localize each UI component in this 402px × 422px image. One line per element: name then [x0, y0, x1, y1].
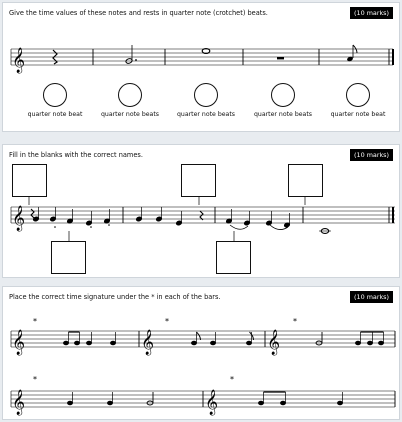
notehead-icon [202, 49, 210, 54]
answer-circle[interactable] [43, 83, 67, 107]
star-marker: * [33, 375, 37, 384]
question-1-instruction: Give the time values of these notes and rests in quarter note (crotchet) beats. [9, 9, 268, 17]
star-marker: * [165, 317, 169, 326]
answer-caption: quarter note beat [27, 111, 83, 118]
question-2-instruction: Fill in the blanks with the correct names. [9, 151, 143, 159]
notehead-icon [319, 229, 331, 234]
question-3-panel [2, 286, 400, 420]
answer-circle[interactable] [271, 83, 295, 107]
notehead-icon [346, 45, 357, 62]
treble-clef-icon: 𝄞 [12, 48, 26, 73]
question-2-staff [3, 145, 401, 279]
answer-circle[interactable] [118, 83, 142, 107]
question-2-panel [2, 144, 400, 278]
question-3-staves [3, 287, 401, 421]
treble-clef-icon: 𝄞 [205, 390, 219, 415]
question-3-marks-badge: (10 marks) [350, 291, 393, 303]
answer-circle[interactable] [346, 83, 370, 107]
treble-clef-icon: 𝄞 [12, 206, 26, 231]
question-3-instruction: Place the correct time signature under the * in each of the bars. [9, 293, 221, 301]
treble-clef-icon: 𝄞 [12, 330, 26, 355]
answer-circle[interactable] [194, 83, 218, 107]
answer-caption: quarter note beats [100, 111, 160, 118]
question-1-marks-badge: (10 marks) [350, 7, 393, 19]
notehead-icon [33, 207, 291, 228]
treble-clef-icon: 𝄞 [12, 390, 26, 415]
star-marker: * [230, 375, 234, 384]
star-marker: * [33, 317, 37, 326]
answer-caption: quarter note beat [330, 111, 386, 118]
rest-icon [277, 57, 284, 59]
treble-clef-icon: 𝄞 [141, 330, 155, 355]
answer-caption: quarter note beats [176, 111, 236, 118]
treble-clef-icon: 𝄞 [267, 330, 281, 355]
question-1-panel [2, 2, 400, 132]
question-2-marks-badge: (10 marks) [350, 149, 393, 161]
answer-caption: quarter note beats [253, 111, 313, 118]
star-marker: * [293, 317, 297, 326]
rest-icon [31, 209, 203, 220]
